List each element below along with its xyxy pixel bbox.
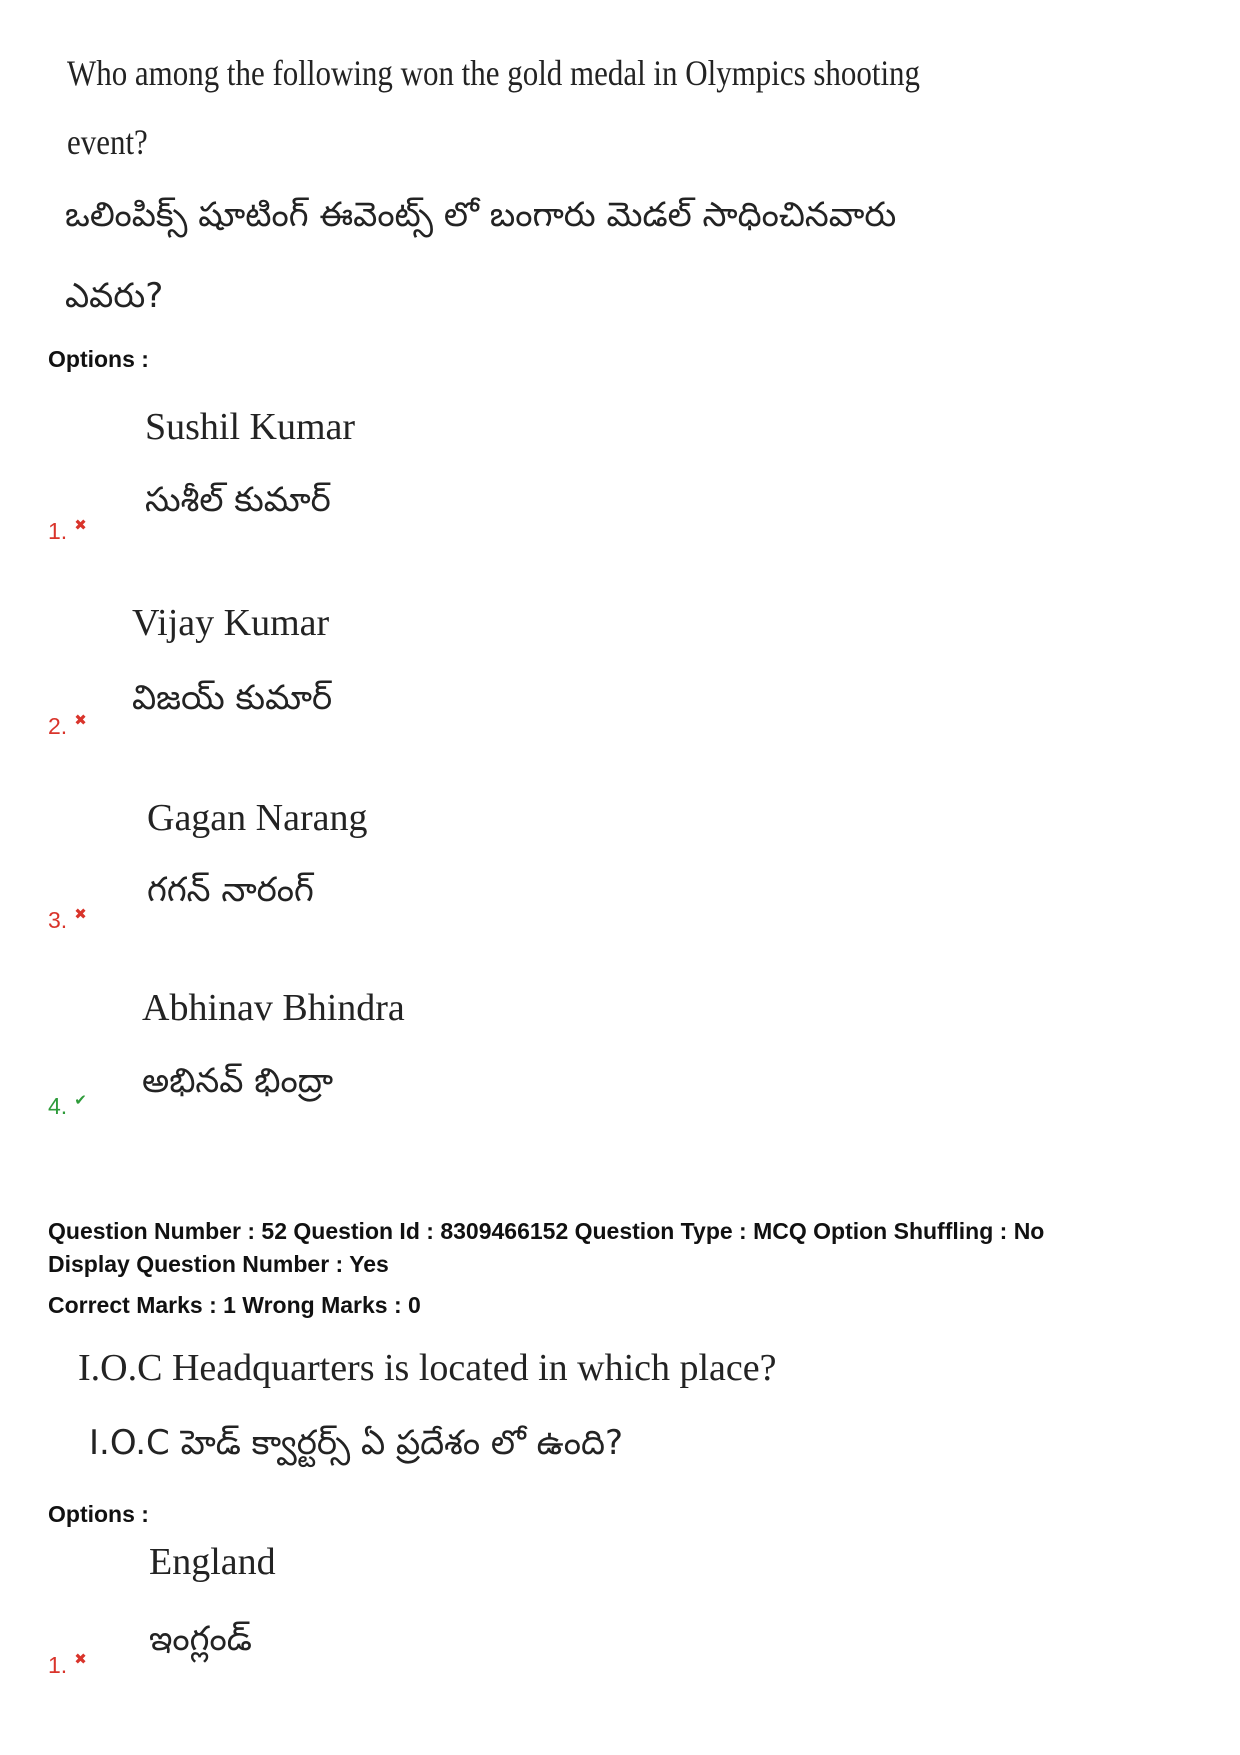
option-number-label: 1. xyxy=(48,1652,68,1678)
cross-icon: ✖ xyxy=(74,1651,87,1668)
question-text-te: I.O.C హెడ్ క్వార్టర్స్ ఏ ప్రదేశం లో ఉంది? xyxy=(89,1423,624,1463)
question-text-en-line2: event? xyxy=(67,122,148,162)
option-number-label: 1. xyxy=(48,518,68,544)
cross-icon: ✖ xyxy=(74,906,87,923)
option-4-text-te: అభినవ్ భింద్రా xyxy=(142,1061,334,1101)
cross-icon: ✖ xyxy=(74,517,87,534)
option-1-text-te: ఇంగ్లండ్ xyxy=(149,1619,252,1659)
options-heading: Options : xyxy=(48,1501,149,1527)
option-1-text-en: England xyxy=(149,1541,276,1583)
question-text-te-line2: ఎవరు? xyxy=(65,276,164,316)
option-number-label: 2. xyxy=(48,713,68,739)
question-text-te-line1: ఒలింపిక్స్ షూటింగ్ ఈవెంట్స్ లో బంగారు మెడల్ సాధించినవారు xyxy=(65,195,897,235)
option-3-text-en: Gagan Narang xyxy=(147,797,368,839)
option-1-number xyxy=(48,516,87,546)
question-meta-line2: Display Question Number : Yes xyxy=(48,1251,389,1277)
cross-icon: ✖ xyxy=(74,712,87,729)
option-3-number xyxy=(48,905,87,935)
option-1-text-en: Sushil Kumar xyxy=(145,406,356,448)
option-1-text-te: సుశీల్ కుమార్ xyxy=(145,480,331,520)
option-number-label: 3. xyxy=(48,907,68,933)
check-icon: ✔ xyxy=(74,1092,87,1109)
option-2-text-en: Vijay Kumar xyxy=(132,602,330,644)
option-3-text-te: గగన్ నారంగ్ xyxy=(147,870,314,910)
question-meta-line1: Question Number : 52 Question Id : 8309466152 Question Type : MCQ Option Shuffling : No xyxy=(48,1218,1045,1244)
question-text-en-line1: Who among the following won the gold medal in Olympics shooting xyxy=(67,53,921,93)
option-number-label: 4. xyxy=(48,1093,68,1119)
option-2-number xyxy=(48,711,87,741)
option-1-number xyxy=(48,1650,87,1680)
option-2-text-te: విజయ్ కుమార్ xyxy=(132,678,333,718)
option-4-number xyxy=(48,1091,87,1121)
question-marks: Correct Marks : 1 Wrong Marks : 0 xyxy=(48,1292,421,1318)
options-heading: Options : xyxy=(48,346,149,372)
option-4-text-en: Abhinav Bhindra xyxy=(142,987,405,1029)
question-text-en: I.O.C Headquarters is located in which place? xyxy=(78,1347,777,1389)
